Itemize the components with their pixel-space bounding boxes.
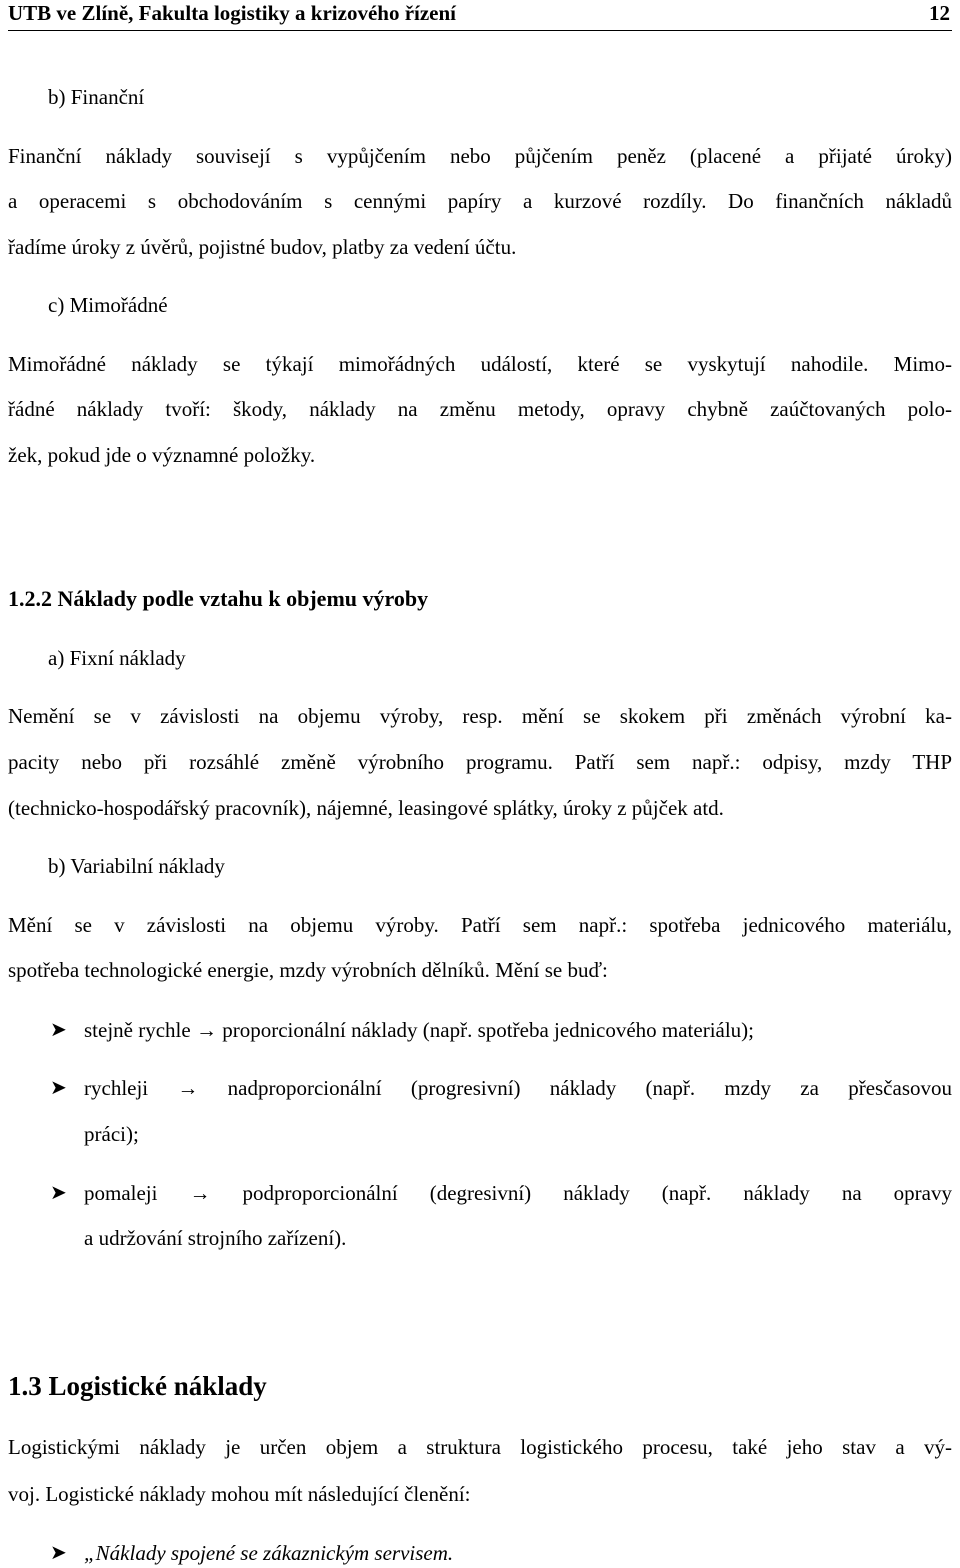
paragraph-line: voj. Logistické náklady mohou mít následující členění: [8,1482,471,1506]
subheading-fixni: a) Fixní náklady [48,646,186,670]
paragraph-line: řádné náklady tvoří: škody, náklady na změnu metody, opravy chybně zaúčtovaných polo- [8,397,952,421]
paragraph-line: pacity nebo při rozsáhlé změně výrobního programu. Patří sem např.: odpisy, mzdy THP [8,750,952,774]
paragraph-line: žek, pokud jde o významné položky. [8,443,316,467]
list-item: rychleji → nadproporcionální (progresivní) náklady (např. mzdy za přesčasovou [84,1076,952,1100]
subheading-variabilni: b) Variabilní náklady [48,854,225,878]
section-heading-1-2-2: 1.2.2 Náklady podle vztahu k objemu výroby [8,586,429,611]
subheading-mimoradne: c) Mimořádné [48,293,168,317]
paragraph-line: (technicko-hospodářský pracovník), nájemné, leasingové splátky, úroky z půjček atd. [8,796,724,820]
list-item-continuation: a udržování strojního zařízení). [84,1226,347,1250]
list-item: „Náklady spojené se zákaznickým servisem. [84,1541,454,1565]
paragraph-line: Mimořádné náklady se týkají mimořádných událostí, které se vyskytují nahodile. Mimo- [8,352,952,376]
paragraph-line: Finanční náklady souvisejí s vypůjčením nebo půjčením peněz (placené a přijaté úroky) [8,144,952,168]
header-title: UTB ve Zlíně, Fakulta logistiky a krizového řízení [8,1,457,25]
arrowhead-bullet-icon: ➤ [50,1019,67,1041]
arrowhead-bullet-icon: ➤ [50,1182,67,1204]
paragraph-line: Logistickými náklady je určen objem a struktura logistického procesu, také jeho stav a vý- [8,1435,952,1459]
list-item: pomaleji → podproporcionální (degresivní) náklady (např. náklady na opravy [84,1181,952,1205]
list-item: stejně rychle → proporcionální náklady (např. spotřeba jednicového materiálu); [84,1018,755,1042]
subheading-financni: b) Finanční [48,85,145,109]
paragraph-line: Nemění se v závislosti na objemu výroby, resp. mění se skokem při změnách výrobní ka- [8,704,952,728]
arrowhead-bullet-icon: ➤ [50,1077,67,1099]
section-heading-1-3: 1.3 Logistické náklady [8,1371,267,1401]
arrowhead-bullet-icon: ➤ [50,1542,67,1564]
list-item-continuation: práci); [84,1122,139,1146]
paragraph-line: a operacemi s obchodováním s cennými papíry a kurzové rozdíly. Do finančních nákladů [8,189,952,213]
paragraph-line: řadíme úroky z úvěrů, pojistné budov, platby za vedení účtu. [8,235,517,259]
running-header [8,0,952,31]
paragraph-line: spotřeba technologické energie, mzdy výrobních dělníků. Mění se buď: [8,958,608,982]
paragraph-line: Mění se v závislosti na objemu výroby. Patří sem např.: spotřeba jednicového materiálu, [8,913,952,937]
page-number: 12 [929,1,950,25]
